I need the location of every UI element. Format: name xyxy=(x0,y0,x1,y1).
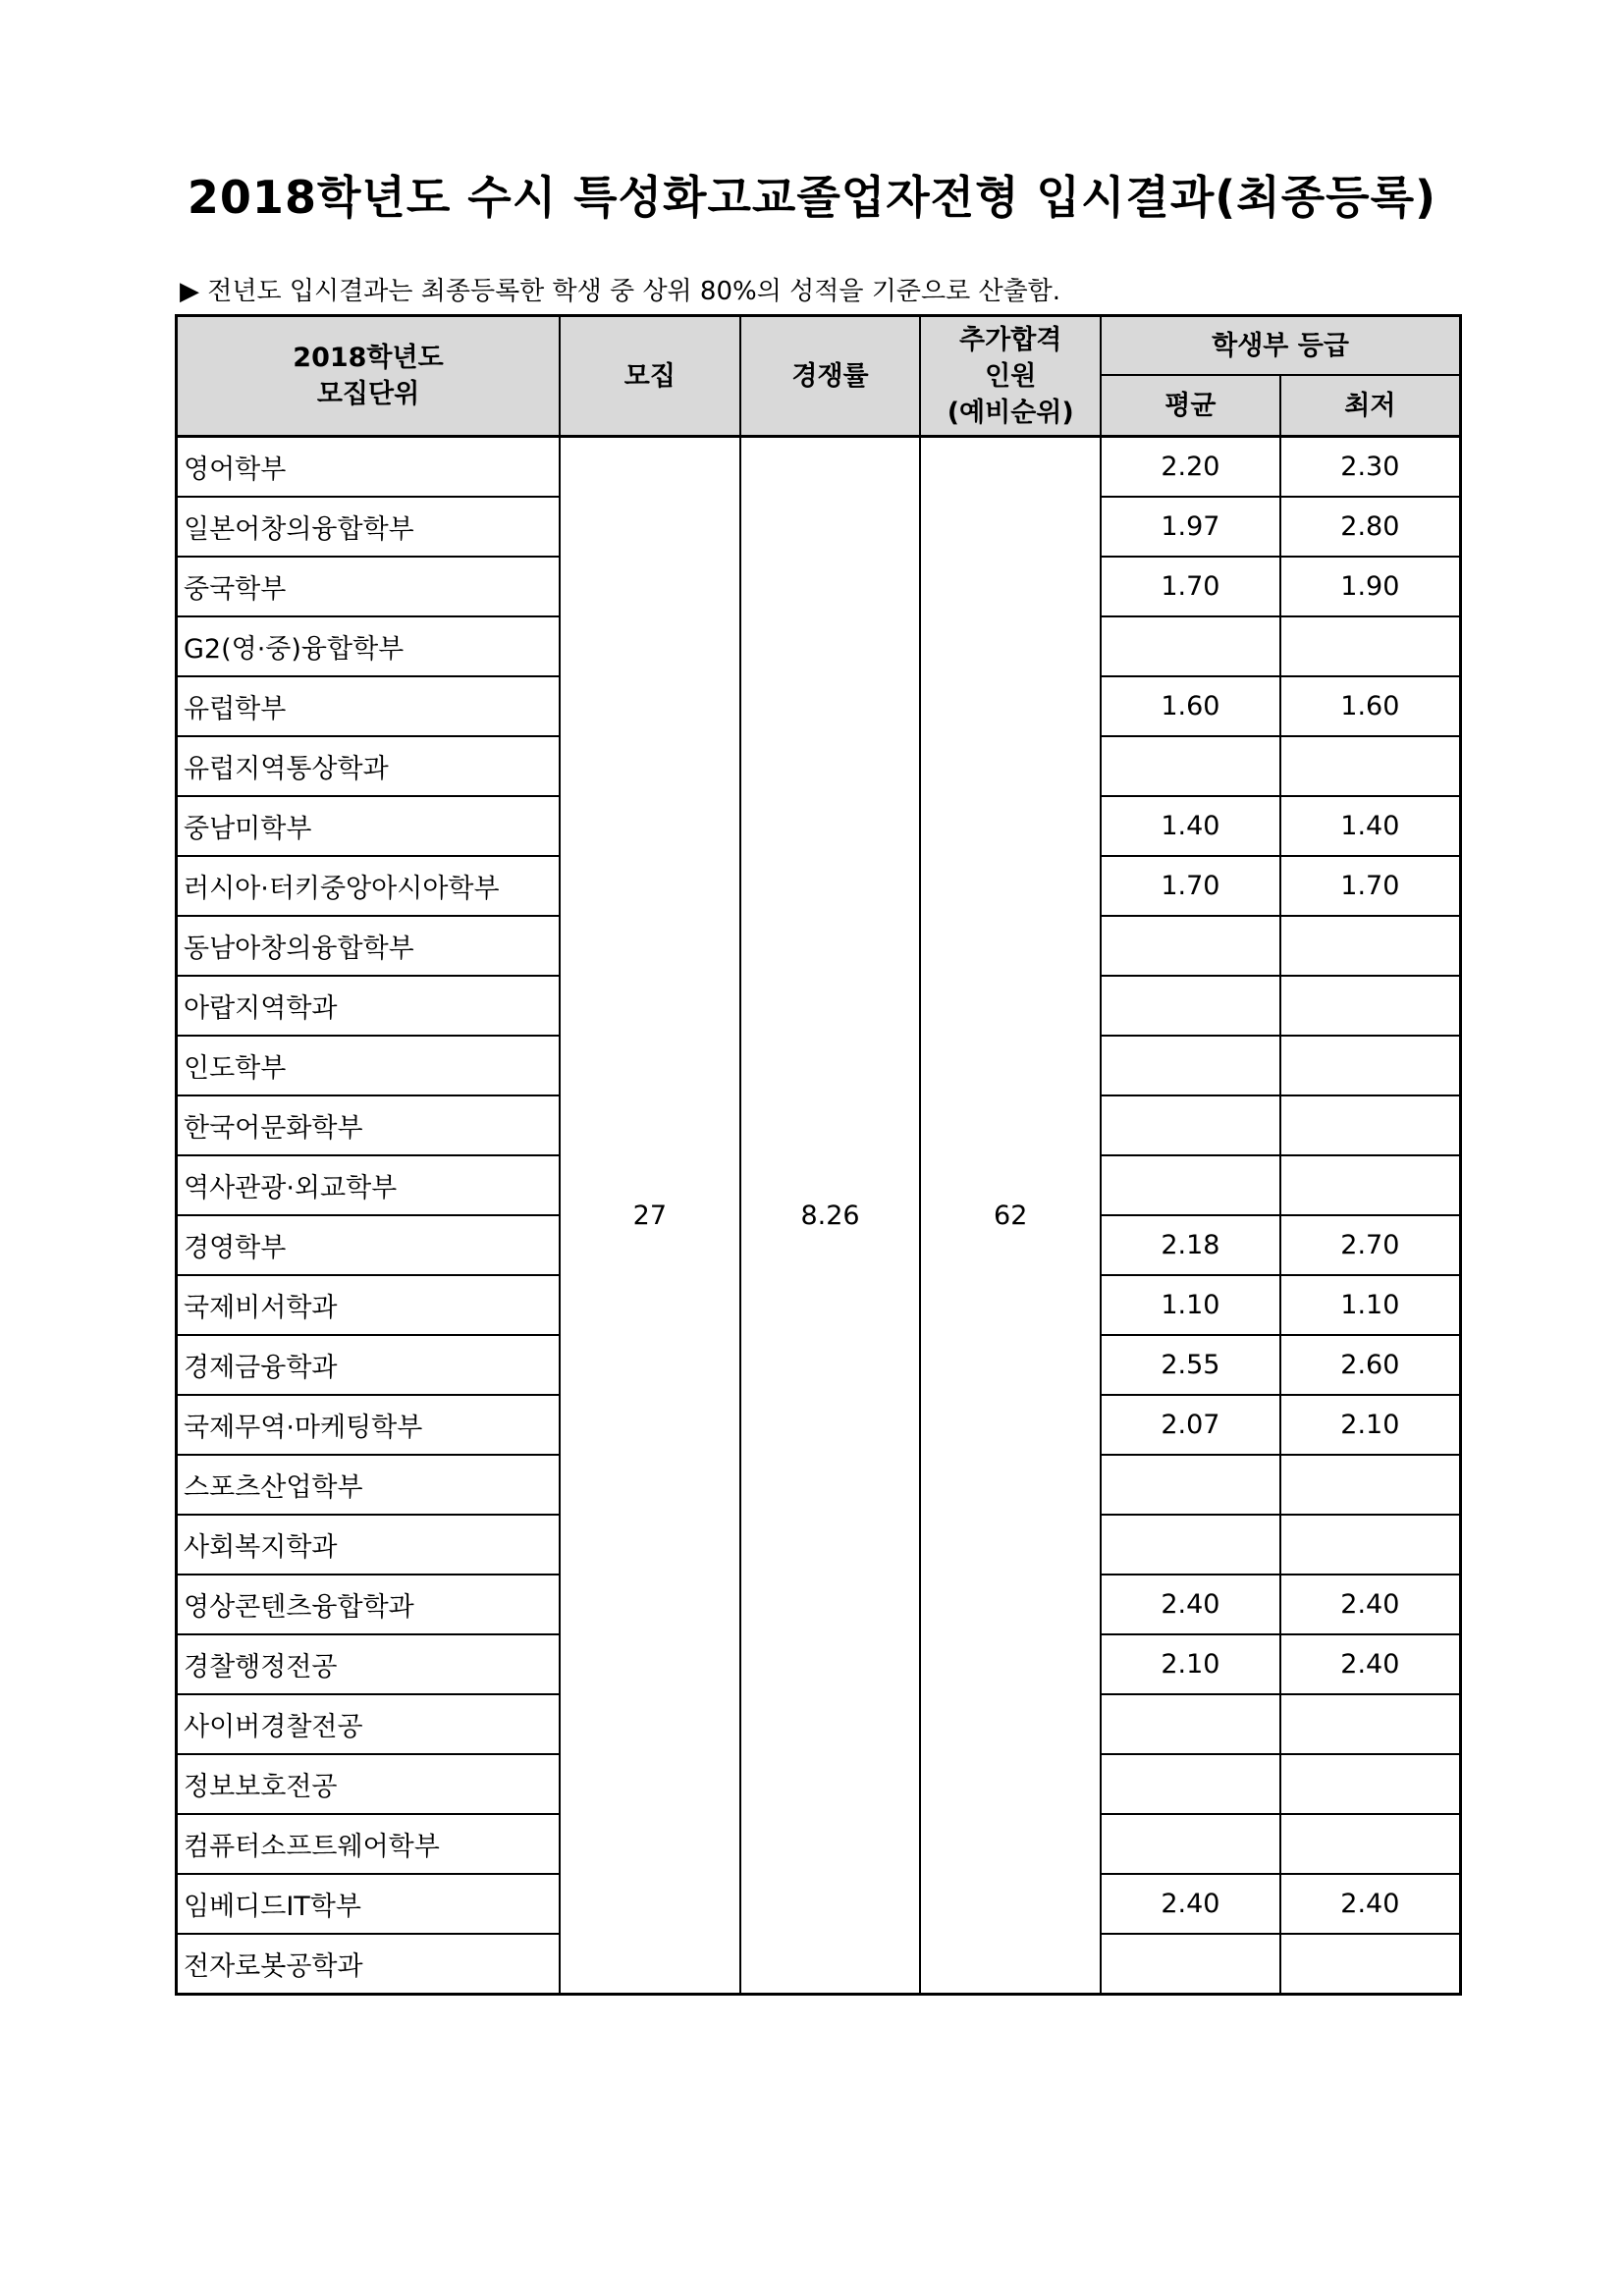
min-grade-cell xyxy=(1280,1095,1461,1155)
avg-grade-cell: 1.40 xyxy=(1101,796,1280,856)
avg-grade-cell xyxy=(1101,1455,1280,1515)
min-grade-cell: 1.10 xyxy=(1280,1275,1461,1335)
min-grade-cell xyxy=(1280,1155,1461,1215)
avg-grade-cell xyxy=(1101,1155,1280,1215)
min-grade-cell: 2.10 xyxy=(1280,1395,1461,1455)
min-grade-cell xyxy=(1280,1814,1461,1874)
min-grade-cell: 2.40 xyxy=(1280,1634,1461,1694)
min-grade-cell: 2.80 xyxy=(1280,497,1461,557)
unit-name-cell: 경제금융학과 xyxy=(177,1335,560,1395)
unit-name-cell: 사회복지학과 xyxy=(177,1515,560,1575)
unit-name-cell: 국제비서학과 xyxy=(177,1275,560,1335)
avg-grade-cell xyxy=(1101,916,1280,976)
unit-name-cell: 중국학부 xyxy=(177,557,560,616)
avg-grade-cell: 2.20 xyxy=(1101,437,1280,498)
unit-name-cell: 스포츠산업학부 xyxy=(177,1455,560,1515)
min-grade-cell xyxy=(1280,1694,1461,1754)
min-grade-cell xyxy=(1280,736,1461,796)
unit-name-cell: 아랍지역학과 xyxy=(177,976,560,1036)
header-min: 최저 xyxy=(1280,375,1461,437)
avg-grade-cell xyxy=(1101,1515,1280,1575)
min-grade-cell: 2.40 xyxy=(1280,1575,1461,1634)
avg-grade-cell: 1.70 xyxy=(1101,557,1280,616)
avg-grade-cell xyxy=(1101,976,1280,1036)
min-grade-cell xyxy=(1280,1515,1461,1575)
avg-grade-cell: 1.70 xyxy=(1101,856,1280,916)
min-grade-cell: 2.70 xyxy=(1280,1215,1461,1275)
header-unit-line1: 2018학년도 xyxy=(293,343,444,373)
header-extra-line3: (예비순위) xyxy=(947,397,1074,428)
min-grade-cell: 1.60 xyxy=(1280,676,1461,736)
min-grade-cell: 1.70 xyxy=(1280,856,1461,916)
unit-name-cell: 인도학부 xyxy=(177,1036,560,1095)
note-text: ▶ 전년도 입시결과는 최종등록한 학생 중 상위 80%의 성적을 기준으로 산출함. xyxy=(180,277,1061,306)
header-grade: 학생부 등급 xyxy=(1101,316,1460,376)
unit-name-cell: 임베디드IT학부 xyxy=(177,1874,560,1934)
avg-grade-cell xyxy=(1101,1095,1280,1155)
unit-name-cell: 한국어문화학부 xyxy=(177,1095,560,1155)
avg-grade-cell: 2.10 xyxy=(1101,1634,1280,1694)
unit-name-cell: 동남아창의융합학부 xyxy=(177,916,560,976)
avg-grade-cell xyxy=(1101,1754,1280,1814)
table-body xyxy=(177,437,1461,1995)
avg-grade-cell: 2.55 xyxy=(1101,1335,1280,1395)
min-grade-cell: 1.40 xyxy=(1280,796,1461,856)
avg-grade-cell: 2.07 xyxy=(1101,1395,1280,1455)
min-grade-cell xyxy=(1280,1455,1461,1515)
avg-grade-cell: 1.97 xyxy=(1101,497,1280,557)
avg-grade-cell xyxy=(1101,1814,1280,1874)
document-title: 2018학년도 수시 특성화고교졸업자전형 입시결과(최종등록) xyxy=(187,171,1437,224)
unit-name-cell: G2(영·중)융합학부 xyxy=(177,616,560,676)
competition-cell: 8.26 xyxy=(740,437,921,1995)
avg-grade-cell: 1.10 xyxy=(1101,1275,1280,1335)
min-grade-cell: 1.90 xyxy=(1280,557,1461,616)
unit-name-cell: 유럽학부 xyxy=(177,676,560,736)
avg-grade-cell: 2.40 xyxy=(1101,1575,1280,1634)
min-grade-cell: 2.30 xyxy=(1280,437,1461,498)
unit-name-cell: 경찰행정전공 xyxy=(177,1634,560,1694)
unit-name-cell: 국제무역·마케팅학부 xyxy=(177,1395,560,1455)
unit-name-cell: 영상콘텐츠융합학과 xyxy=(177,1575,560,1634)
results-table xyxy=(175,314,1462,1996)
header-avg: 평균 xyxy=(1101,375,1280,437)
min-grade-cell xyxy=(1280,976,1461,1036)
unit-name-cell: 유럽지역통상학과 xyxy=(177,736,560,796)
header-recruit: 모집 xyxy=(560,316,740,437)
min-grade-cell: 2.60 xyxy=(1280,1335,1461,1395)
unit-name-cell: 중남미학부 xyxy=(177,796,560,856)
avg-grade-cell xyxy=(1101,1694,1280,1754)
table-row xyxy=(177,437,1461,498)
avg-grade-cell xyxy=(1101,1036,1280,1095)
unit-name-cell: 사이버경찰전공 xyxy=(177,1694,560,1754)
unit-name-cell: 컴퓨터소프트웨어학부 xyxy=(177,1814,560,1874)
header-extra xyxy=(920,316,1101,437)
min-grade-cell xyxy=(1280,916,1461,976)
min-grade-cell xyxy=(1280,1934,1461,1995)
min-grade-cell xyxy=(1280,1036,1461,1095)
avg-grade-cell xyxy=(1101,736,1280,796)
min-grade-cell: 2.40 xyxy=(1280,1874,1461,1934)
unit-name-cell: 일본어창의융합학부 xyxy=(177,497,560,557)
avg-grade-cell: 1.60 xyxy=(1101,676,1280,736)
unit-name-cell: 러시아·터키중앙아시아학부 xyxy=(177,856,560,916)
min-grade-cell xyxy=(1280,616,1461,676)
avg-grade-cell: 2.18 xyxy=(1101,1215,1280,1275)
recruit-cell: 27 xyxy=(560,437,740,1995)
header-extra-line1: 추가합격 xyxy=(959,324,1062,355)
min-grade-cell xyxy=(1280,1754,1461,1814)
header-unit-line2: 모집단위 xyxy=(316,379,420,409)
unit-name-cell: 정보보호전공 xyxy=(177,1754,560,1814)
avg-grade-cell xyxy=(1101,616,1280,676)
header-competition: 경쟁률 xyxy=(740,316,921,437)
unit-name-cell: 전자로봇공학과 xyxy=(177,1934,560,1995)
unit-name-cell: 영어학부 xyxy=(177,437,560,498)
extra-cell: 62 xyxy=(920,437,1101,1995)
header-extra-line2: 인원 xyxy=(985,360,1037,392)
unit-name-cell: 경영학부 xyxy=(177,1215,560,1275)
avg-grade-cell xyxy=(1101,1934,1280,1995)
header-unit xyxy=(177,316,560,437)
avg-grade-cell: 2.40 xyxy=(1101,1874,1280,1934)
unit-name-cell: 역사관광·외교학부 xyxy=(177,1155,560,1215)
